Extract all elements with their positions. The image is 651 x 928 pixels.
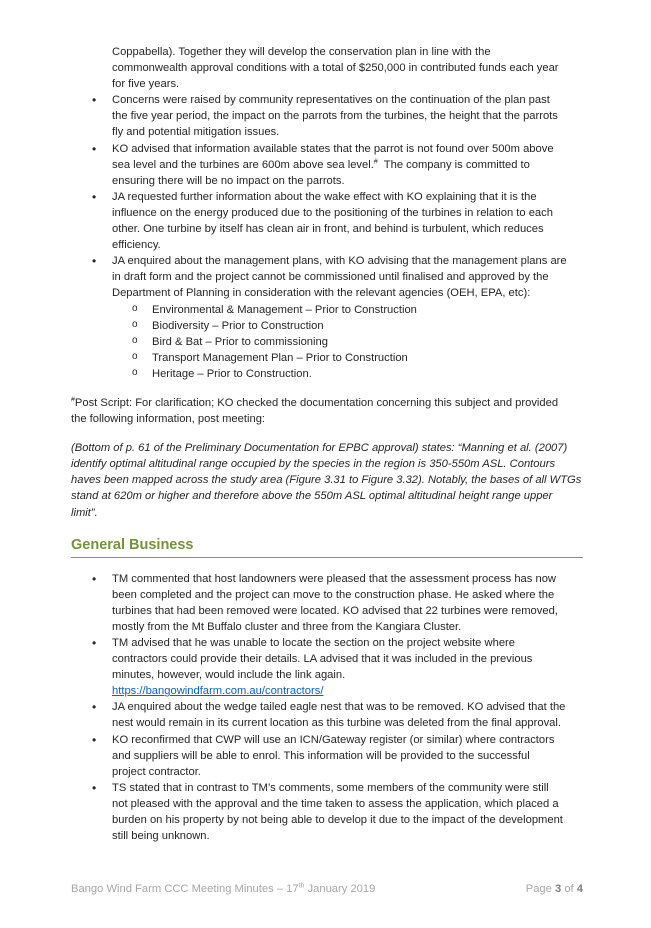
sub-item: o Heritage – Prior to Construction. <box>71 366 583 382</box>
text-line: • KO reconfirmed that CWP will use an ICN/Gateway register (or similar) where contractors <box>112 733 555 746</box>
text-line: still being unknown. <box>112 830 210 843</box>
section-heading-general-business: General Business <box>71 535 583 558</box>
bullet-item <box>71 699 583 731</box>
text-line: ensuring there will be no impact on the parrots. <box>112 174 345 187</box>
text-line: • Concerns were raised by community representatives on the continuation of the plan past <box>112 94 550 107</box>
text-line: other. One turbine by itself has clean air in front, and behind is turbulent, which reduces <box>112 223 544 236</box>
text-line: Coppabella). Together they will develop the conservation plan in line with the <box>112 46 491 58</box>
text-line: haves been mapped across the study area (Figure 3.31 to Figure 3.32). Notably, the bases of all WTGs <box>71 474 582 487</box>
text-line: influence on the energy produced due to the positioning of the turbines in relation to each <box>112 206 553 219</box>
text-line: commonwealth approval conditions with a total of $250,000 in contributed funds each year <box>112 62 559 75</box>
text-line: burden on his property by not being able to develop it due to the impact of the development <box>112 814 563 827</box>
text-line: Department of Planning in consideration with the relevant agencies (OEH, EPA, etc): <box>112 287 531 300</box>
bullet-item <box>71 571 583 635</box>
footer-title: Bango Wind Farm CCC Meeting Minutes – 17th January 2019 <box>71 882 376 895</box>
text-fragment: Post Script: For clarification; KO checked the documentation concerning this subject and provided <box>74 396 559 409</box>
text-line: limit”. <box>71 506 98 519</box>
sub-item: o Biodiversity – Prior to Construction <box>71 318 583 334</box>
footnote-mark: # <box>71 396 75 404</box>
text-line: • JA enquired about the wedge tailed eagle nest that was to be removed. KO advised that the <box>112 701 566 714</box>
text-line: efficiency. <box>112 239 161 252</box>
sub-item: o Environmental & Management – Prior to Construction <box>71 302 583 318</box>
text-line: the following information, post meeting: <box>71 413 266 426</box>
bullet-item <box>71 732 583 780</box>
text-line: • JA enquired about the management plans, with KO advising that the management plans are <box>112 255 567 268</box>
text-line <box>112 157 583 173</box>
discussion-bullets <box>71 92 583 382</box>
text-line: been completed and the project can move to the construction phase. He asked where the <box>112 588 555 601</box>
text-line: fly and potential mitigation issues. <box>112 126 280 139</box>
text-line: mostly from the Mt Buffalo cluster and three from the Kangiara Cluster. <box>112 620 462 633</box>
text-line: • JA requested further information about the wake effect with KO explaining that it is the <box>112 190 537 203</box>
minutes-body <box>71 44 583 844</box>
text-line <box>112 683 583 699</box>
text-line: stand at 620m or higher and therefore above the 550m ASL optimal altitudinal height range upper <box>71 490 553 503</box>
text-line: turbines that had been removed were located. KO advised that 22 turbines were removed, <box>112 604 558 617</box>
text-line: and suppliers will be able to enrol. This information will be provided to the successful <box>112 749 530 762</box>
quoted-documentation <box>71 440 583 520</box>
post-script <box>71 395 583 427</box>
text-line: minutes, however, would include the link again. <box>112 669 346 682</box>
bullet-item <box>71 189 583 253</box>
text-fragment: sea level and the turbines are 600m above sea level. <box>112 158 374 171</box>
text-line: • KO advised that information available states that the parrot is not found over 500m above <box>112 142 554 155</box>
intro-continuation <box>71 44 583 92</box>
text-line: (Bottom of p. 61 of the Preliminary Documentation for EPBC approval) states: “Manning et al. (2007) <box>71 442 568 455</box>
bullet-item <box>71 253 583 382</box>
text-line <box>71 395 583 411</box>
text-line: contractors could provide their details. LA advised that it was included in the previous <box>112 653 533 666</box>
text-line: the five year period, the impact on the parrots from the turbines, the height that the parrots <box>112 110 558 123</box>
page-footer <box>71 881 583 897</box>
text-line: for five years. <box>112 78 180 91</box>
bullet-item <box>71 780 583 844</box>
general-business-bullets <box>71 571 583 845</box>
footnote-mark: # <box>373 157 378 165</box>
text-line: nest would remain in its current location as this turbine was deleted from the final approval. <box>112 717 561 730</box>
bullet-item <box>71 141 583 189</box>
text-line: • TM advised that he was unable to locate the section on the project website where <box>112 637 515 649</box>
bullet-item <box>71 635 583 699</box>
text-line: • TS stated that in contrast to TM’s comments, some members of the community were still <box>112 781 549 794</box>
management-plans-list <box>112 302 583 382</box>
contractors-link[interactable]: https://bangowindfarm.com.au/contractors/ <box>112 685 324 698</box>
text-line: project contractor. <box>112 765 201 778</box>
text-line: identify optimal altitudinal range occupied by the species in the region is 350-550m ASL. Contours <box>71 458 556 471</box>
text-line: not pleased with the approval and the time taken to assess the application, which placed a <box>112 797 559 810</box>
sub-item: o Bird & Bat – Prior to commissioning <box>71 334 583 350</box>
page-number: Page 3 of 4 <box>525 883 583 895</box>
bullet-item <box>71 92 583 140</box>
text-fragment: The company is committed to <box>383 158 530 171</box>
sub-item: o Transport Management Plan – Prior to Construction <box>71 350 583 366</box>
text-line: • TM commented that host landowners were pleased that the assessment process has now <box>112 572 556 585</box>
text-line: in draft form and the project cannot be commissioned until finalised and approved by the <box>112 271 549 284</box>
